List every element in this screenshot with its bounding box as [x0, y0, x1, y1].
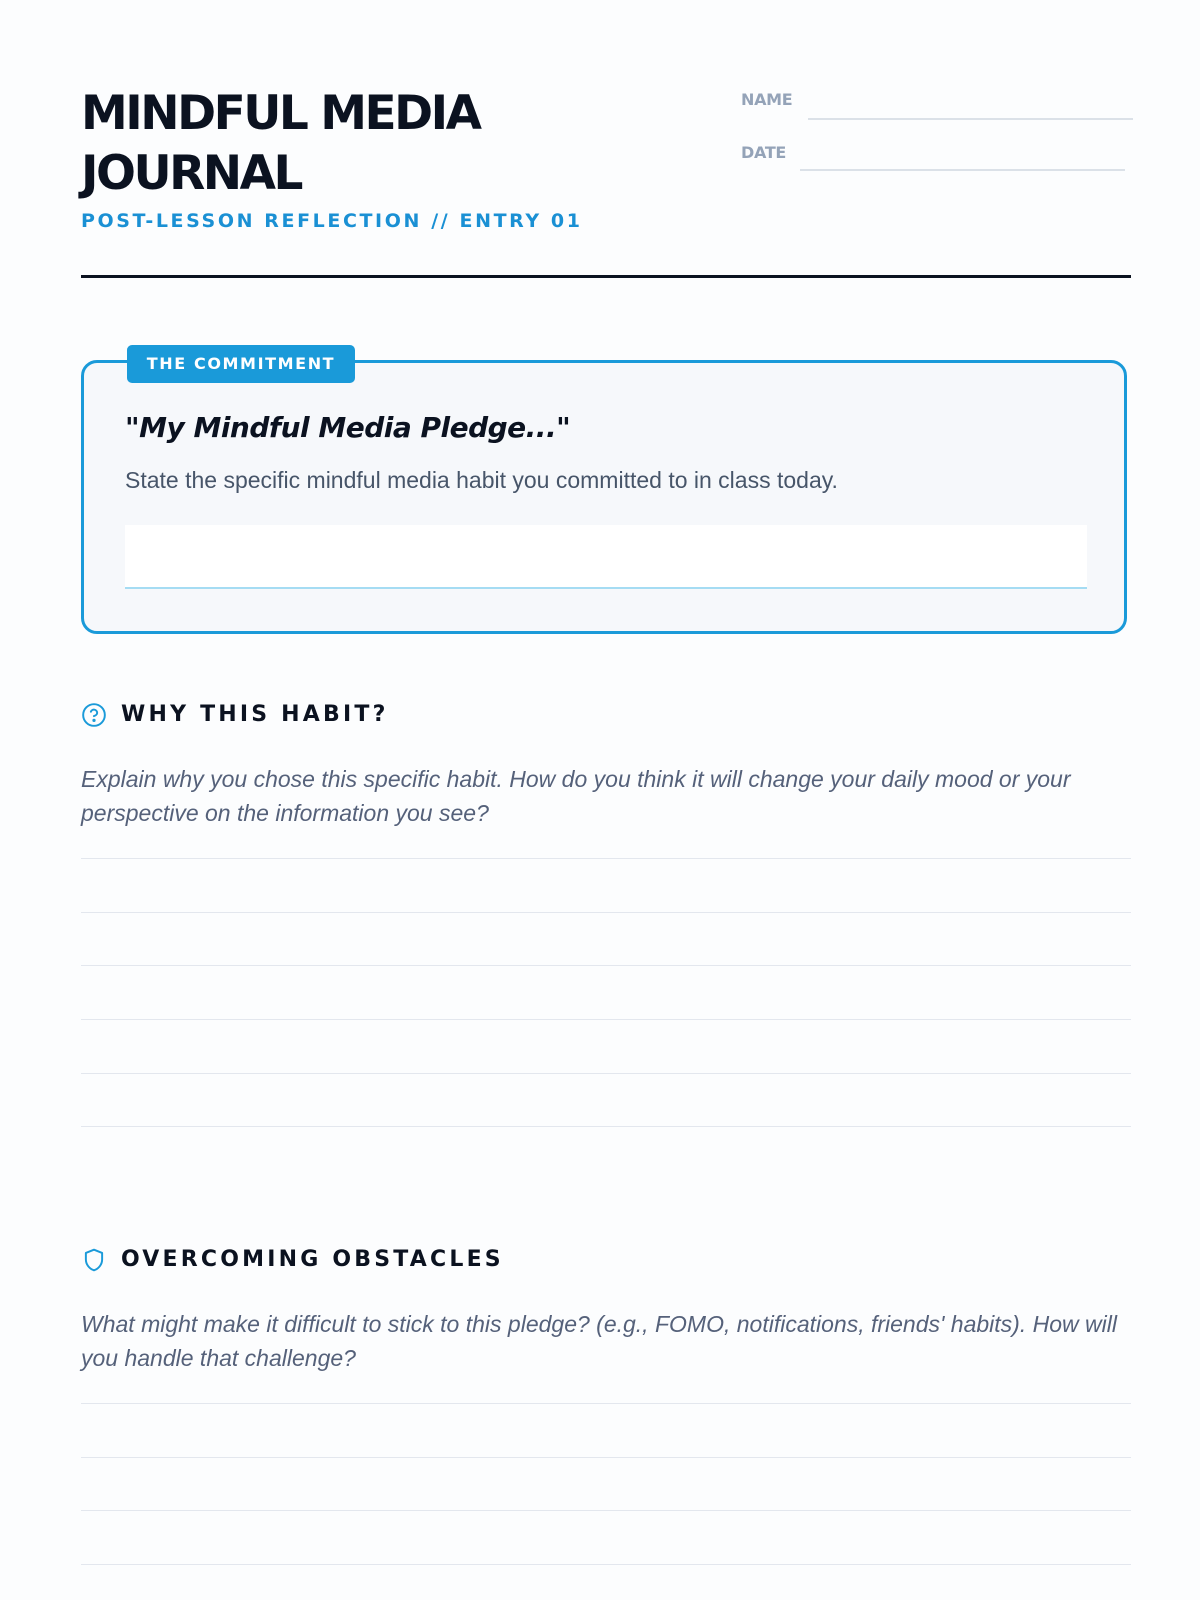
name-write-line[interactable]: [808, 118, 1133, 120]
question-circle-icon: [81, 702, 107, 728]
name-field[interactable]: [741, 90, 1133, 130]
pledge-heading: "My Mindful Media Pledge...": [125, 411, 571, 444]
commitment-card: [81, 354, 1127, 634]
writing-line[interactable]: [81, 1457, 1131, 1458]
pledge-instruction: State the specific mindful media habit you committed to in class today.: [125, 467, 838, 493]
name-label: NAME: [741, 90, 793, 109]
section-prompt: What might make it difficult to stick to this pledge? (e.g., FOMO, notifications, friends' habits). How will you handle that challenge?: [81, 1311, 1117, 1371]
section-title: OVERCOMING OBSTACLES: [121, 1247, 504, 1272]
section-header: [81, 700, 1131, 730]
section-title: WHY THIS HABIT?: [121, 702, 389, 727]
date-label: DATE: [741, 143, 787, 162]
journal-page: [81, 0, 1131, 1600]
date-write-line[interactable]: [800, 169, 1125, 171]
writing-line[interactable]: [81, 965, 1131, 966]
writing-line[interactable]: [81, 1019, 1131, 1020]
writing-line[interactable]: [81, 1510, 1131, 1511]
writing-line[interactable]: [81, 1126, 1131, 1127]
commitment-tag: THE COMMITMENT: [127, 345, 355, 383]
header-divider: [81, 275, 1131, 278]
title-line-2: JOURNAL: [81, 146, 301, 201]
writing-line[interactable]: [81, 858, 1131, 859]
date-field[interactable]: [741, 143, 1133, 183]
section-prompt: Explain why you chose this specific habit. How do you think it will change your daily mood or your perspective on the information you see?: [81, 766, 1071, 826]
writing-line[interactable]: [81, 912, 1131, 913]
journal-header: [81, 84, 1131, 280]
writing-line[interactable]: [81, 1073, 1131, 1074]
page-subtitle: POST-LESSON REFLECTION // ENTRY 01: [81, 210, 583, 232]
page-title: [81, 84, 681, 204]
writing-line[interactable]: [81, 1564, 1131, 1565]
shield-icon: [81, 1247, 107, 1273]
section-header: [81, 1245, 1131, 1275]
title-line-1: MINDFUL MEDIA: [81, 86, 480, 141]
pledge-answer-field[interactable]: [125, 525, 1087, 589]
writing-line[interactable]: [81, 1403, 1131, 1404]
